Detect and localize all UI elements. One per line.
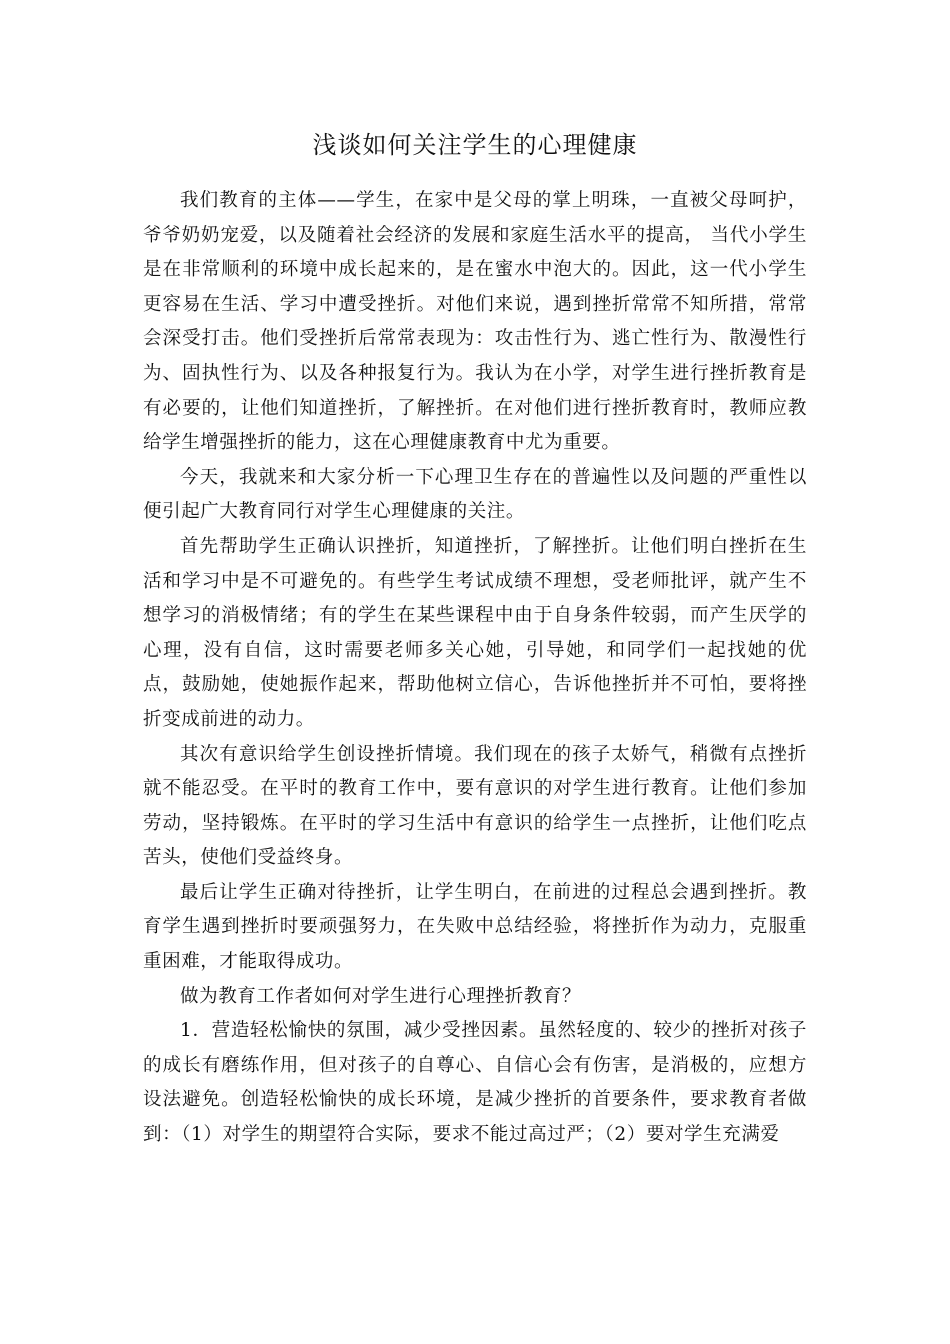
document-body — [143, 184, 807, 1153]
paragraph-intro: 我们教育的主体——学生，在家中是父母的掌上明珠，一直被父母呵护，爷爷奶奶宠爱，以及随着社会经济的发展和家庭生活水平的提高， 当代小学生是在非常顺利的环境中成长起来的，是在蜜水中泡大的。因此，这一代小学生更容易在生活、学习中遭受挫折。对他们来说，遇到挫折常常不知所措，常常会深受打击。他们受挫折后常常表现为：攻击性行为、逃亡性行为、散漫性行为、固执性行为、以及各种报复行为。我认为在小学，对学生进行挫折教育是有必要的，让他们知道挫折，了解挫折。在对他们进行挫折教育时，教师应教给学生增强挫折的能力，这在心理健康教育中尤为重要。 — [143, 190, 807, 454]
paragraph-last: 最后让学生正确对待挫折，让学生明白，在前进的过程总会遇到挫折。教育学生遇到挫折时要顽强努力，在失败中总结经验，将挫折作为动力，克服重重困难，才能取得成功。 — [143, 881, 807, 973]
paragraph-second: 其次有意识给学生创设挫折情境。我们现在的孩子太娇气，稍微有点挫折就不能忍受。在平时的教育工作中，要有意识的对学生进行教育。让他们参加劳动，坚持锻炼。在平时的学习生活中有意识的给学生一点挫折，让他们吃点苦头，使他们受益终身。 — [143, 743, 807, 869]
paragraph-first: 首先帮助学生正确认识挫折，知道挫折，了解挫折。让他们明白挫折在生活和学习中是不可避免的。有些学生考试成绩不理想，受老师批评，就产生不想学习的消极情绪；有的学生在某些课程中由于自身条件较弱，而产生厌学的心理，没有自信，这时需要老师多关心她，引导她，和同学们一起找她的优点，鼓励她，使她振作起来，帮助他树立信心，告诉他挫折并不可怕，要将挫折变成前进的动力。 — [143, 535, 807, 730]
paragraph-point-1: 1．营造轻松愉快的氛围，减少受挫因素。虽然轻度的、较少的挫折对孩子的成长有磨练作用，但对孩子的自尊心、自信心会有伤害，是消极的，应想方设法避免。创造轻松愉快的成长环境，是减少挫折的首要条件，要求教育者做到：（1）对学生的期望符合实际，要求不能过高过严；（2）要对学生充满爱 — [143, 1020, 807, 1146]
paragraph-analysis: 今天，我就来和大家分析一下心理卫生存在的普遍性以及问题的严重性以便引起广大教育同行对学生心理健康的关注。 — [143, 466, 807, 523]
document-title: 浅谈如何关注学生的心理健康 — [312, 131, 638, 159]
paragraph-question: 做为教育工作者如何对学生进行心理挫折教育？ — [180, 985, 582, 1007]
